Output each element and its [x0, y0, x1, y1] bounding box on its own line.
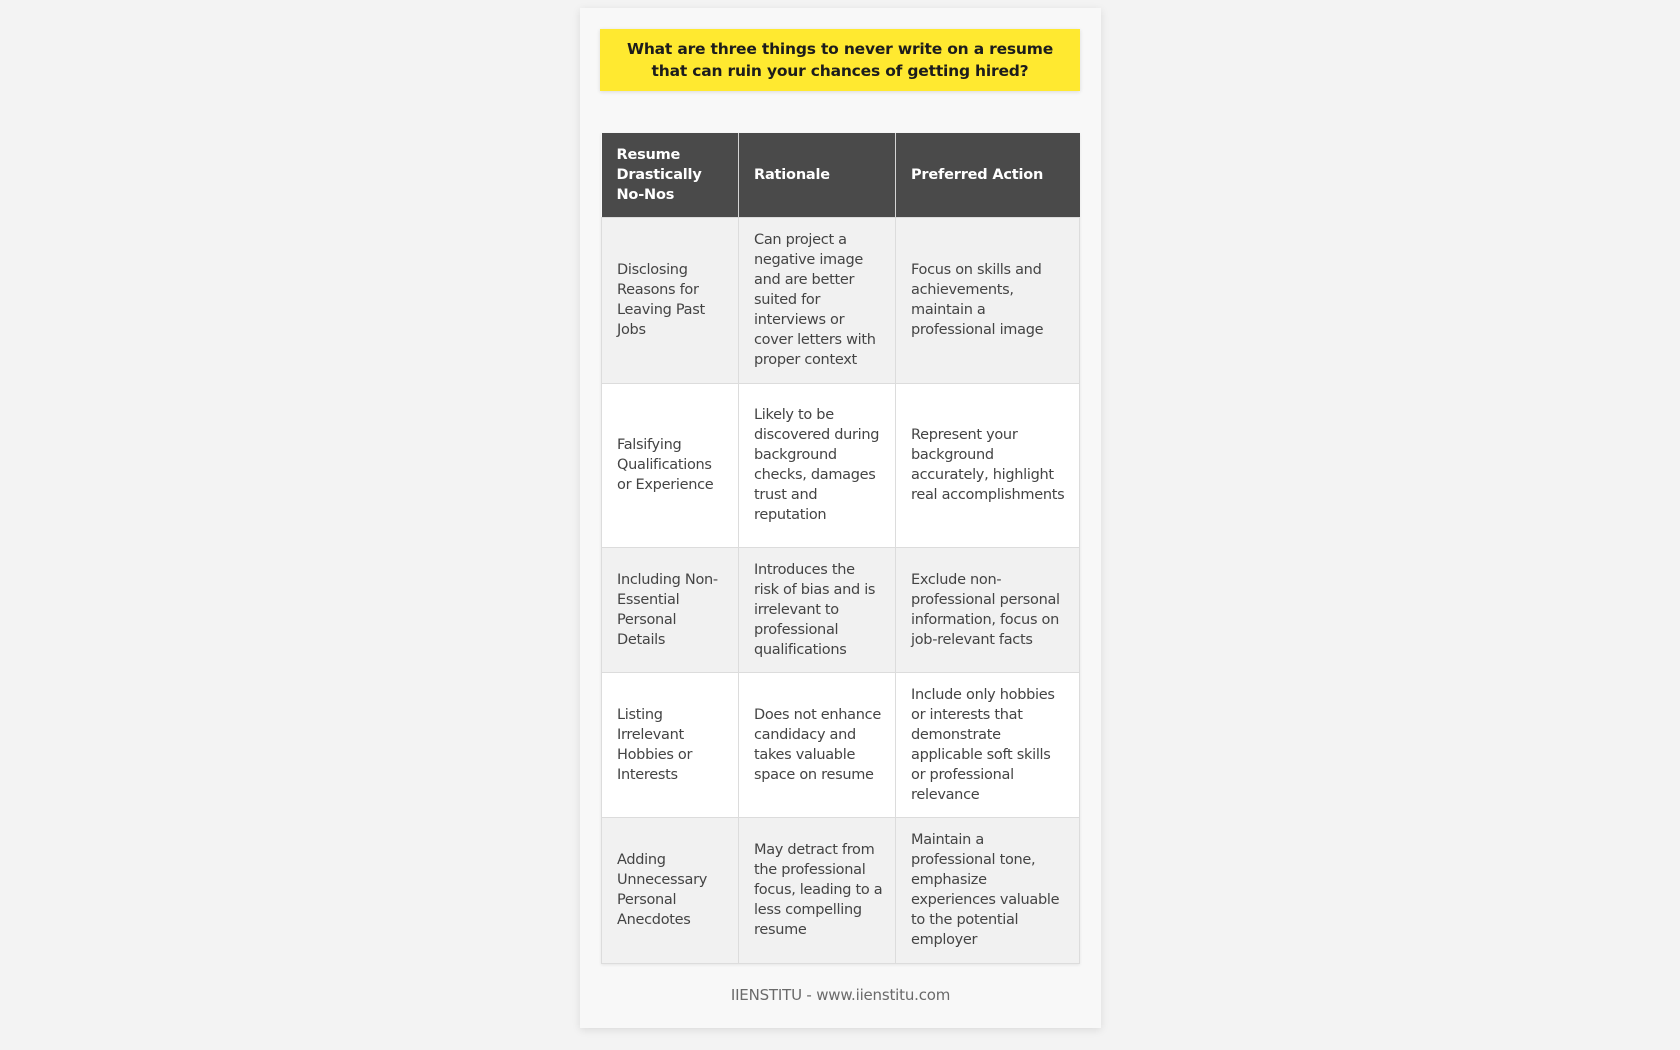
- cell-rationale: May detract from the professional focus, leading to a less compelling resume: [739, 817, 896, 963]
- cell-action: Represent your background accurately, highlight real accomplishments: [896, 383, 1080, 547]
- table-row: [602, 217, 1080, 383]
- column-header-no-nos: Resume Drastically No-Nos: [602, 133, 739, 217]
- cell-action: Include only hobbies or interests that demonstrate applicable soft skills or professional relevance: [896, 672, 1080, 817]
- cell-no-no: Including Non-Essential Personal Details: [602, 547, 739, 672]
- resume-no-nos-table: [601, 133, 1080, 964]
- cell-rationale: Can project a negative image and are better suited for interviews or cover letters with proper context: [739, 217, 896, 383]
- table-row: [602, 383, 1080, 547]
- cell-action: Focus on skills and achievements, maintain a professional image: [896, 217, 1080, 383]
- table-row: [602, 547, 1080, 672]
- cell-no-no: Adding Unnecessary Personal Anecdotes: [602, 817, 739, 963]
- cell-no-no: Falsifying Qualifications or Experience: [602, 383, 739, 547]
- column-header-preferred-action: Preferred Action: [896, 133, 1080, 217]
- title-banner: [600, 29, 1080, 91]
- cell-no-no: Disclosing Reasons for Leaving Past Jobs: [602, 217, 739, 383]
- footer-credit: IIENSTITU - www.iienstitu.com: [730, 986, 951, 1004]
- cell-rationale: Does not enhance candidacy and takes valuable space on resume: [739, 672, 896, 817]
- cell-rationale: Likely to be discovered during background checks, damages trust and reputation: [739, 383, 896, 547]
- cell-action: Maintain a professional tone, emphasize experiences valuable to the potential employer: [896, 817, 1080, 963]
- page-title: What are three things to never write on a resume that can ruin your chances of getting hired?: [626, 40, 1054, 80]
- cell-rationale: Introduces the risk of bias and is irrelevant to professional qualifications: [739, 547, 896, 672]
- table-row: [602, 817, 1080, 963]
- column-header-rationale: Rationale: [739, 133, 896, 217]
- cell-action: Exclude non-professional personal information, focus on job-relevant facts: [896, 547, 1080, 672]
- cell-no-no: Listing Irrelevant Hobbies or Interests: [602, 672, 739, 817]
- table-header-row: [602, 133, 1080, 217]
- content-card: [580, 8, 1101, 1028]
- table-row: [602, 672, 1080, 817]
